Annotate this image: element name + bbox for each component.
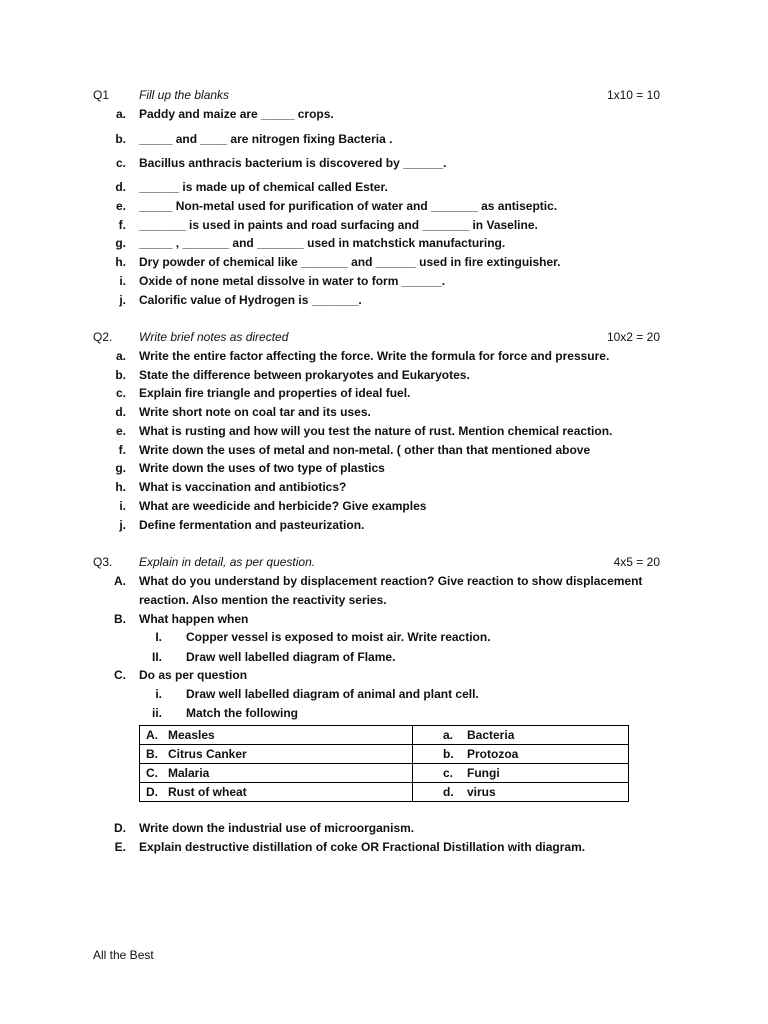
q2-item-text: Define fermentation and pasteurization. bbox=[139, 518, 365, 532]
match-table bbox=[139, 725, 629, 802]
match-right-label: d. bbox=[443, 785, 454, 799]
q2-item-text: Write down the uses of two type of plastics bbox=[139, 461, 385, 475]
match-left-label: B. bbox=[146, 747, 158, 761]
q2-item-label: b. bbox=[115, 368, 126, 382]
q1-item-text: _______ is used in paints and road surfacing and _______ in Vaseline. bbox=[139, 218, 538, 232]
match-right-label: b. bbox=[443, 747, 454, 761]
match-right-cell bbox=[413, 726, 629, 745]
match-left-label: A. bbox=[146, 728, 158, 742]
q2-item-label: a. bbox=[115, 349, 126, 363]
footer-text: All the Best bbox=[93, 948, 154, 962]
table-row bbox=[140, 745, 629, 764]
q1-item-text: Dry powder of chemical like _______ and ______ used in fire extinguisher. bbox=[139, 255, 561, 269]
q1-item-text: Oxide of none metal dissolve in water to form ______. bbox=[139, 274, 446, 288]
match-left-label: C. bbox=[146, 766, 158, 780]
q3-subitem-text: Copper vessel is exposed to moist air. Write reaction. bbox=[186, 630, 491, 644]
q2-item-label: i. bbox=[119, 499, 126, 513]
q1-title: Fill up the blanks bbox=[139, 88, 230, 102]
q2-item-label: e. bbox=[115, 424, 126, 438]
q1-item-label: e. bbox=[115, 199, 126, 213]
q1-item-text: _____ , _______ and _______ used in matchstick manufacturing. bbox=[139, 236, 506, 250]
q3-subitem-text: Draw well labelled diagram of animal and plant cell. bbox=[186, 687, 479, 701]
q3-item-text: What happen when bbox=[139, 612, 249, 626]
q2-item-text: Write short note on coal tar and its uses. bbox=[139, 405, 371, 419]
q2-item-label: g. bbox=[115, 461, 126, 475]
q3-item-label: E. bbox=[114, 840, 126, 854]
q3-item-label: A. bbox=[114, 574, 126, 588]
match-left-cell bbox=[140, 745, 413, 764]
match-right-label: c. bbox=[443, 766, 454, 780]
q1-item-label: g. bbox=[115, 236, 126, 250]
match-right-cell bbox=[413, 764, 629, 783]
q3-item-text: What do you understand by displacement reaction? Give reaction to show displacement bbox=[139, 574, 643, 588]
match-left-text: Citrus Canker bbox=[168, 747, 247, 761]
match-right-text: virus bbox=[467, 785, 496, 799]
match-left-label: D. bbox=[146, 785, 158, 799]
match-right-text: Bacteria bbox=[467, 728, 515, 742]
match-left-text: Rust of wheat bbox=[168, 785, 247, 799]
q1-item-text: Calorific value of Hydrogen is _______. bbox=[139, 293, 362, 307]
q2-item-text: What are weedicide and herbicide? Give examples bbox=[139, 499, 427, 513]
match-left-text: Malaria bbox=[168, 766, 210, 780]
q3-subitem-label: I. bbox=[155, 630, 162, 644]
q3-item-text-continued: reaction. Also mention the reactivity series. bbox=[139, 593, 387, 607]
q1-item-label: i. bbox=[119, 274, 126, 288]
q2-item-label: f. bbox=[118, 443, 126, 457]
q2-item-label: j. bbox=[119, 518, 126, 532]
q2-marks: 10x2 = 20 bbox=[606, 330, 660, 344]
q1-item-text: Paddy and maize are _____ crops. bbox=[139, 107, 334, 121]
q3-subitem-label: II. bbox=[151, 650, 162, 664]
q2-item-label: h. bbox=[115, 480, 126, 494]
q2-item-label: d. bbox=[115, 405, 126, 419]
match-left-cell bbox=[140, 783, 413, 802]
q1-item-label: b. bbox=[115, 132, 126, 146]
q3-item-text: Write down the industrial use of microorganism. bbox=[139, 821, 415, 835]
match-left-cell bbox=[140, 764, 413, 783]
q1-item-label: j. bbox=[119, 293, 126, 307]
q1-item-text: _____ Non-metal used for purification of water and _______ as antiseptic. bbox=[139, 199, 558, 213]
match-right-cell bbox=[413, 783, 629, 802]
q1-item-label: a. bbox=[115, 107, 126, 121]
match-right-text: Fungi bbox=[467, 766, 500, 780]
q3-number: Q3. bbox=[93, 555, 113, 569]
q2-item-text: What is vaccination and antibiotics? bbox=[139, 480, 347, 494]
q3-subitem-label: ii. bbox=[151, 706, 162, 720]
q2-item-text: State the difference between prokaryotes and Eukaryotes. bbox=[139, 368, 470, 382]
q2-number: Q2. bbox=[93, 330, 113, 344]
q1-number: Q1 bbox=[93, 88, 110, 102]
q3-item-label: B. bbox=[114, 612, 126, 626]
q1-item-label: h. bbox=[115, 255, 126, 269]
q2-title: Write brief notes as directed bbox=[139, 330, 289, 344]
q2-item-text: Write the entire factor affecting the force. Write the formula for force and pressure. bbox=[139, 349, 610, 363]
match-right-text: Protozoa bbox=[467, 747, 519, 761]
q2-item-label: c. bbox=[115, 386, 126, 400]
q3-subitem-text: Draw well labelled diagram of Flame. bbox=[186, 650, 396, 664]
q3-item-text: Do as per question bbox=[139, 668, 248, 682]
table-row bbox=[140, 783, 629, 802]
q1-item-label: d. bbox=[115, 180, 126, 194]
q2-item-text: Write down the uses of metal and non-metal. ( other than that mentioned above bbox=[139, 443, 591, 457]
q1-item-text: _____ and ____ are nitrogen fixing Bacteria . bbox=[139, 132, 393, 146]
q3-title: Explain in detail, as per question. bbox=[139, 555, 316, 569]
q3-marks: 4x5 = 20 bbox=[613, 555, 660, 569]
q2-item-text: Explain fire triangle and properties of ideal fuel. bbox=[139, 386, 411, 400]
match-right-cell bbox=[413, 745, 629, 764]
q3-item-label: C. bbox=[114, 668, 126, 682]
q3-item-label: D. bbox=[114, 821, 126, 835]
q2-item-text: What is rusting and how will you test the nature of rust. Mention chemical reaction. bbox=[139, 424, 613, 438]
match-right-label: a. bbox=[443, 728, 454, 742]
q1-item-label: f. bbox=[118, 218, 126, 232]
q3-subitem-label: i. bbox=[155, 687, 162, 701]
q3-subitem-text: Match the following bbox=[186, 706, 298, 720]
table-row bbox=[140, 726, 629, 745]
match-left-cell bbox=[140, 726, 413, 745]
match-left-text: Measles bbox=[168, 728, 215, 742]
q1-item-text: Bacillus anthracis bacterium is discovered by ______. bbox=[139, 156, 447, 170]
table-row bbox=[140, 764, 629, 783]
q3-item-text: Explain destructive distillation of coke OR Fractional Distillation with diagram. bbox=[139, 840, 586, 854]
q1-marks: 1x10 = 10 bbox=[606, 88, 660, 102]
q1-item-text: ______ is made up of chemical called Ester. bbox=[139, 180, 388, 194]
q1-item-label: c. bbox=[115, 156, 126, 170]
